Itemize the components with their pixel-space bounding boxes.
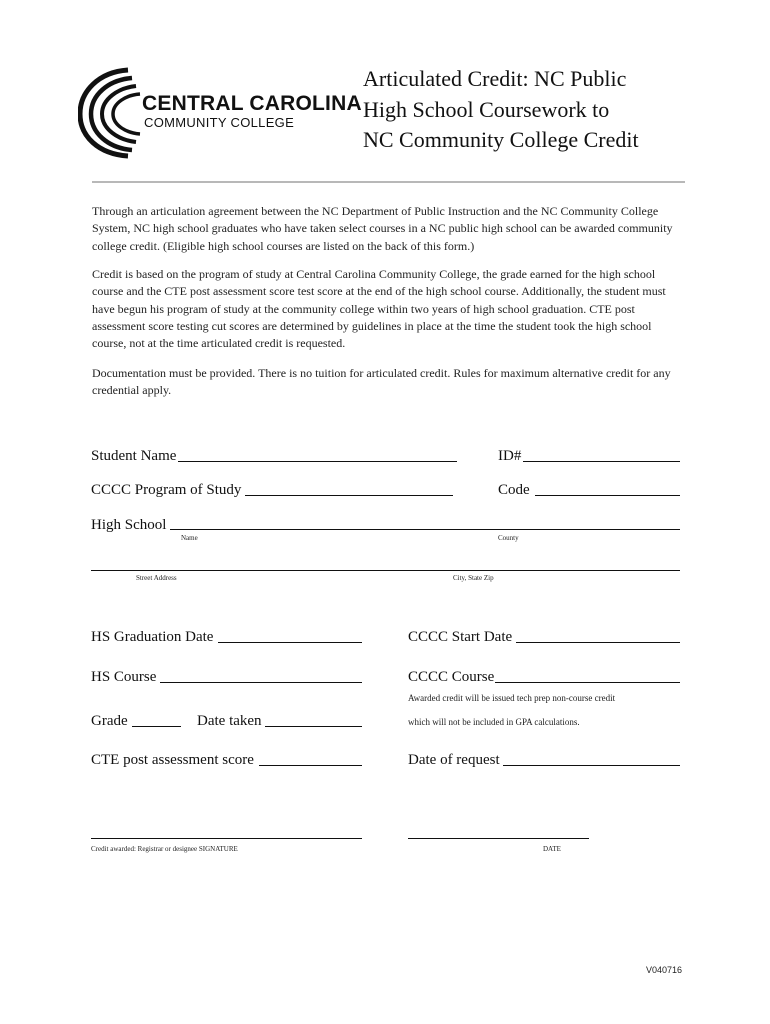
date-taken-label: Date taken xyxy=(197,713,262,729)
form-version: V040716 xyxy=(646,965,683,975)
cte-score-label: CTE post assessment score xyxy=(91,752,254,768)
title-line-3: NC Community College Credit xyxy=(363,127,639,152)
hs-county-caption: County xyxy=(498,534,519,542)
title-line-2: High School Coursework to xyxy=(363,96,610,122)
hs-grad-date-label: HS Graduation Date xyxy=(91,629,214,645)
cccc-start-date-label: CCCC Start Date xyxy=(408,629,513,645)
intro-paragraph: Through an articulation agreement between the NC Department of Public Instruction and the NC Community College System, NC high school graduates who have taken select courses in a NC public high school can be awarded community college credit. (Eligible high school courses are listed on the back of this form.) xyxy=(92,204,673,253)
program-field[interactable] xyxy=(245,495,453,496)
high-school-field[interactable] xyxy=(170,529,680,530)
logo-main-text: CENTRAL CAROLINA xyxy=(142,92,362,115)
code-label: Code xyxy=(498,482,530,498)
cccc-course-field[interactable] xyxy=(495,682,680,683)
documentation-paragraph: Documentation must be provided. There is no tuition for articulated credit. Rules for maximum alternative credit for any credential apply. xyxy=(92,366,671,398)
hs-course-label: HS Course xyxy=(91,669,157,685)
hs-grad-date-field[interactable] xyxy=(218,642,362,643)
cccc-course-label: CCCC Course xyxy=(408,669,495,685)
city-caption: City, State Zip xyxy=(453,574,494,582)
cccc-start-date-field[interactable] xyxy=(516,642,680,643)
hs-name-caption: Name xyxy=(181,534,198,542)
cte-score-field[interactable] xyxy=(259,765,362,766)
code-field[interactable] xyxy=(535,495,680,496)
page-title xyxy=(363,64,639,156)
date-caption: DATE xyxy=(543,845,561,853)
student-name-label: Student Name xyxy=(91,448,177,464)
logo-swoosh-icon xyxy=(78,64,148,160)
id-field[interactable] xyxy=(523,461,680,462)
logo-sub-text: COMMUNITY COLLEGE xyxy=(144,115,295,130)
grade-label: Grade xyxy=(91,713,128,729)
program-label: CCCC Program of Study xyxy=(91,482,242,498)
hs-course-field[interactable] xyxy=(160,682,362,683)
signature-caption: Credit awarded: Registrar or designee SIGNATURE xyxy=(91,845,238,853)
date-of-request-label: Date of request xyxy=(408,752,500,768)
college-logo xyxy=(78,64,362,160)
signature-field[interactable] xyxy=(91,838,362,839)
header-divider xyxy=(92,181,685,183)
address-field[interactable] xyxy=(91,570,680,571)
date-taken-field[interactable] xyxy=(265,726,362,727)
credit-basis-paragraph: Credit is based on the program of study at Central Carolina Community College, the grade earned for the high school course and the CTE post assessment score test score at the end of the high school course. Additionally, the student must have begun his program of study at the community college within two years of high school graduation. CTE post assessment score testing cut scores are determined by guidelines in place at the time the student took the high school course, not at the time articulated credit is requested. xyxy=(92,267,666,351)
credit-note-line-2: which will not be included in GPA calculations. xyxy=(408,717,580,727)
street-caption: Street Address xyxy=(136,574,177,582)
high-school-label: High School xyxy=(91,517,167,533)
signature-date-field[interactable] xyxy=(408,838,589,839)
title-line-1: Articulated Credit: NC Public xyxy=(363,66,627,91)
id-label: ID# xyxy=(498,448,522,464)
credit-note-line-1: Awarded credit will be issued tech prep non-course credit xyxy=(408,693,616,703)
date-of-request-field[interactable] xyxy=(503,765,680,766)
grade-field[interactable] xyxy=(132,726,181,727)
student-name-field[interactable] xyxy=(178,461,457,462)
